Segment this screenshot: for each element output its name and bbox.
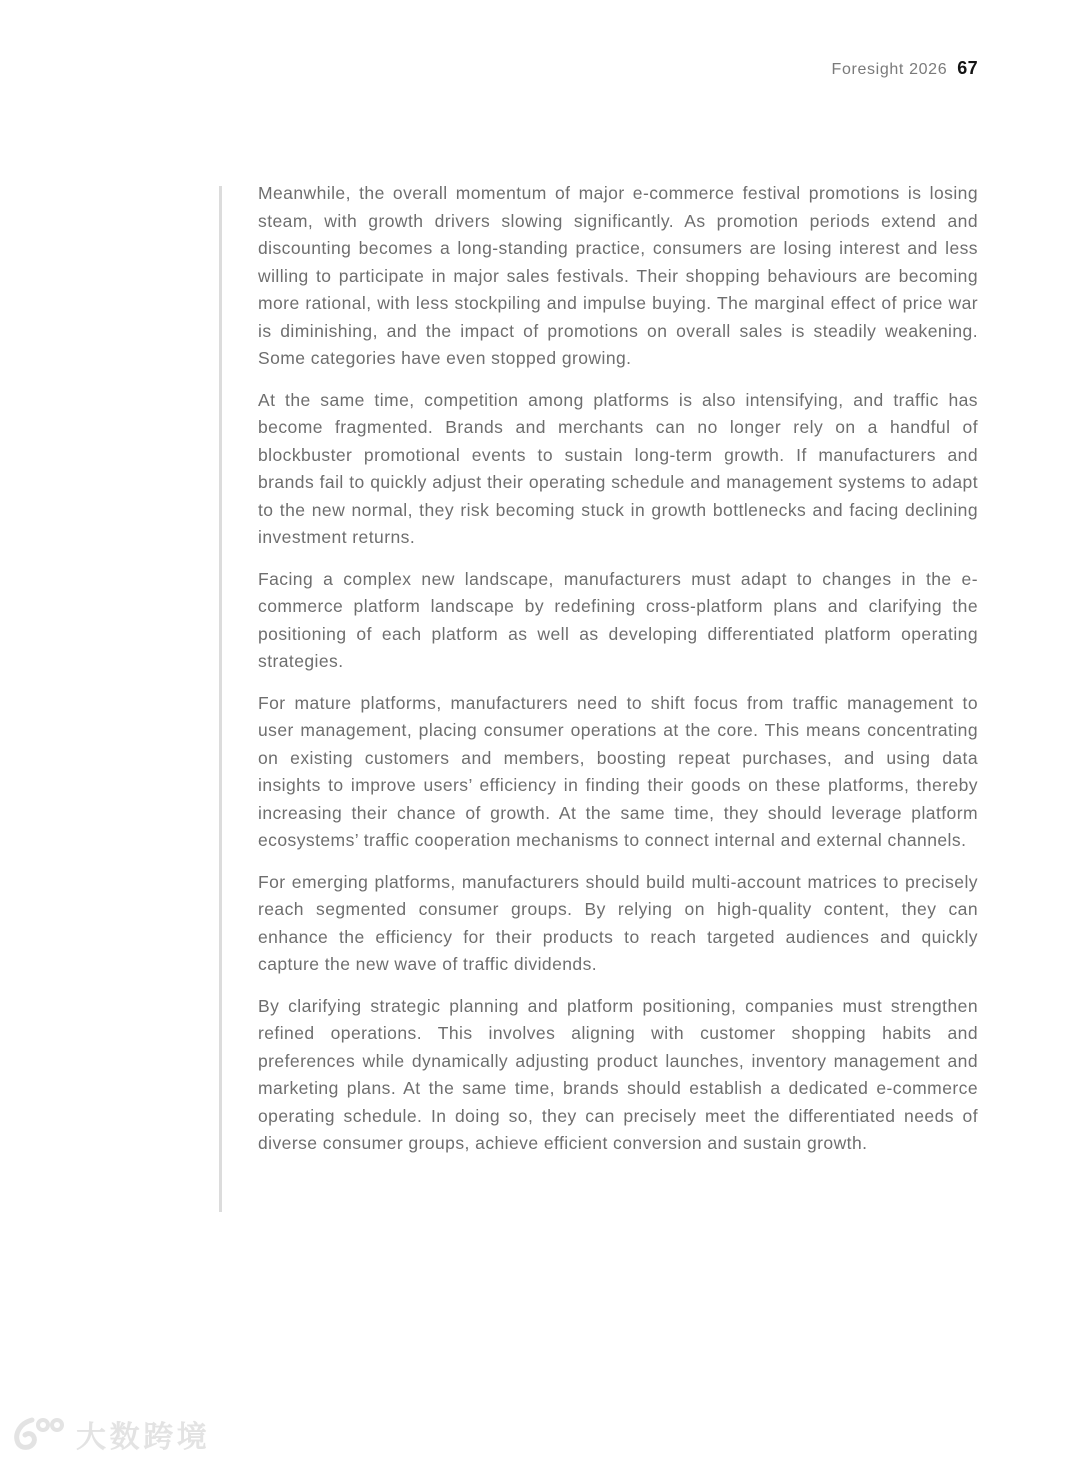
body-text-block: [258, 180, 978, 1158]
watermark-text: 大数跨境: [76, 1420, 211, 1455]
paragraph: Meanwhile, the overall momentum of major e-commerce festival promotions is losing steam, with growth drivers slowing significantly. As promotion periods extend and discounting becomes a long-standing practice, consumers are losing interest and less willing to participate in major sales festivals. Their shopping behaviours are becoming more rational, with less stockpiling and impulse buying. The marginal effect of price war is diminishing, and the impact of promotions on overall sales is steadily weakening. Some categories have even stopped growing.: [258, 183, 978, 368]
paragraph: For emerging platforms, manufacturers should build multi-account matrices to precisely reach segmented consumer groups. By relying on high-quality content, they can enhance the efficiency for their products to reach targeted audiences and quickly capture the new wave of traffic dividends.: [258, 871, 978, 974]
watermark: [10, 1412, 210, 1456]
watermark-logo-icon: [10, 1414, 66, 1454]
page-number: 67: [957, 58, 978, 78]
paragraph: By clarifying strategic planning and platform positioning, companies must strengthen refined operations. This involves aligning with customer shopping habits and preferences while dynamically adjusting product launches, inventory management and marketing plans. At the same time, brands should establish a dedicated e-commerce operating schedule. In doing so, they can precisely meet the differentiated needs of diverse consumer groups, achieve efficient conversion and sustain growth.: [258, 995, 978, 1153]
paragraph: For mature platforms, manufacturers need to shift focus from traffic management to user management, placing consumer operations at the core. This means concentrating on existing customers and members, boosting repeat purchases, and using data insights to improve users’ efficiency in finding their goods on these platforms, thereby increasing their chance of growth. At the same time, they should leverage platform ecosystems’ traffic cooperation mechanisms to connect internal and external channels.: [258, 692, 978, 850]
paragraph: Facing a complex new landscape, manufacturers must adapt to changes in the e-commerce platform landscape by redefining cross-platform plans and clarifying the positioning of each platform as well as developing differentiated platform operating strategies.: [258, 568, 978, 671]
paragraph-accent-bar: [219, 186, 222, 1212]
report-title: Foresight 2026: [831, 61, 948, 78]
page-header: [832, 58, 978, 79]
paragraph: At the same time, competition among platforms is also intensifying, and traffic has become fragmented. Brands and merchants can no longer rely on a handful of blockbuster promotional events to sustain long-term growth. If manufacturers and brands fail to quickly adjust their operating schedule and management systems to adapt to the new normal, they risk becoming stuck in growth bottlenecks and facing declining investment returns.: [258, 389, 978, 547]
